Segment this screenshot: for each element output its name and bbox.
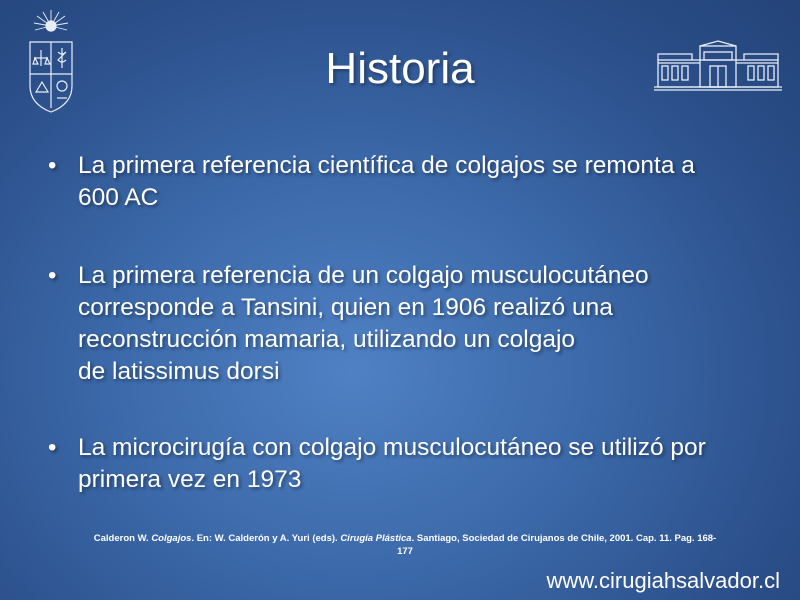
bullet-text-line: de latissimus dorsi [78,358,280,385]
citation-page-end: 177 [397,546,413,557]
citation [60,532,750,558]
citation-chapter-title: Colgajos [151,533,192,544]
bullet-text-line: La primera referencia científica de colgajos se remonta a [78,152,695,179]
citation-book-title: Cirugía Plástica [340,533,412,544]
bullet-text-line: La microcirugía con colgajo musculocutáneo se utilizó por [78,434,706,461]
bullet-item [48,150,768,214]
bullet-marker: • [48,262,57,289]
bullet-text-line: reconstrucción mamaria, utilizando un colgajo [78,326,576,353]
bullet-list [48,150,768,496]
citation-editors: . En: W. Calderón y A. Yuri (eds). [191,533,341,544]
bullet-item [48,432,768,496]
bullet-item [48,260,768,388]
footer-website: www.cirugiahsalvador.cl [546,568,780,593]
bullet-text-line: La primera referencia de un colgajo musculocutáneo [78,262,649,289]
bullet-marker: • [48,434,57,461]
citation-publisher: . Santiago, Sociedad de Cirujanos de Chile, 2001. Cap. 11. Pag. 168- [411,533,717,544]
bullet-text-line: primera vez en 1973 [78,466,302,493]
slide-title: Historia [325,44,475,93]
bullet-marker: • [48,152,57,179]
citation-author: Calderon W. [93,533,152,544]
bullet-text-line: corresponde a Tansini, quien en 1906 realizó una [78,294,613,321]
bullet-text-line: 600 AC [78,184,159,211]
